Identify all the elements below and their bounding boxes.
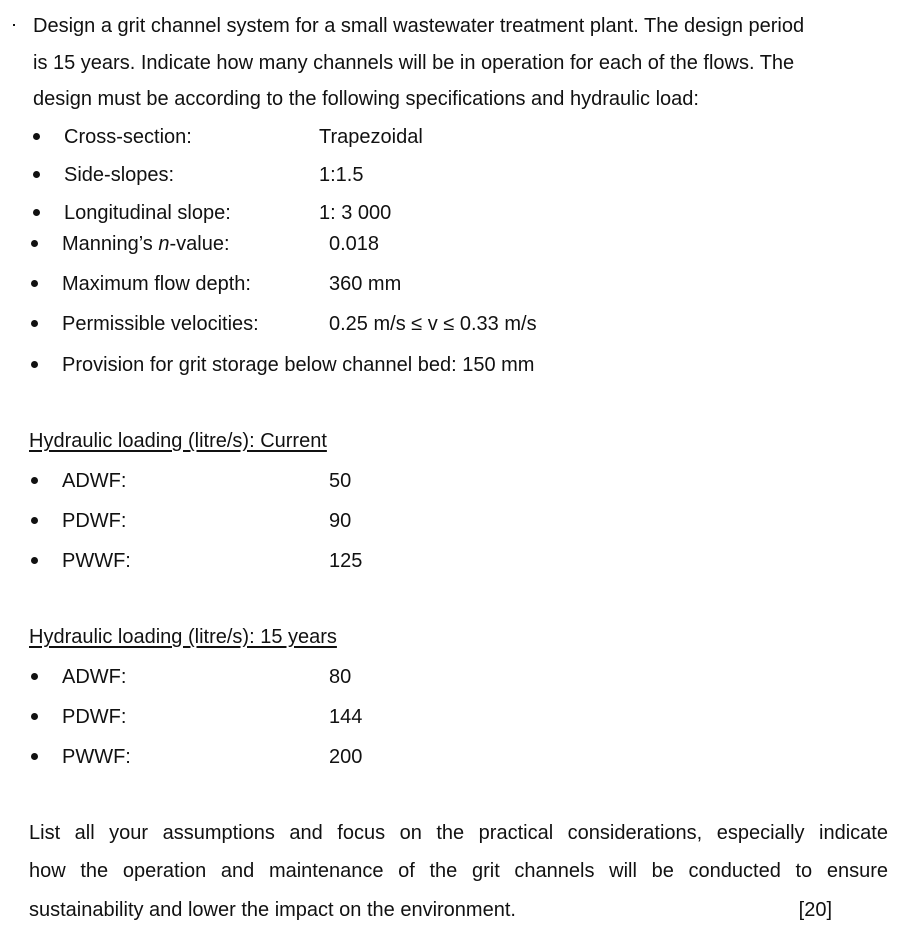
flow-label: ADWF: [62,470,127,492]
flow-label: PDWF: [62,510,127,532]
bullet-icon [31,753,38,760]
bullet-icon [31,517,38,524]
bullet-icon [31,557,38,564]
marks-label: [20] [798,899,832,921]
spec-label-italic: n [158,233,170,255]
spec-label [62,232,230,256]
flow-value: 90 [329,510,352,532]
bullet-icon [33,171,40,178]
bullet-icon [31,320,38,327]
spec-label-post: -value: [169,233,230,255]
spec-value: 360 mm [329,273,402,295]
spec-value: 0.25 m/s ≤ v ≤ 0.33 m/s [329,313,537,335]
bullet-icon [31,240,38,247]
intro-line-2: is 15 years. Indicate how many channels will be in operation for each of the flows. The [33,52,795,74]
current-loading-heading: Hydraulic loading (litre/s): Current [29,430,327,452]
future-loading-heading: Hydraulic loading (litre/s): 15 years [29,626,337,648]
spec-label: Maximum flow depth: [62,273,251,295]
flow-value: 144 [329,706,363,728]
spec-label: Cross-section: [64,126,192,148]
spec-value: 1:1.5 [319,164,364,186]
spec-label: Longitudinal slope: [64,202,231,224]
spec-label-pre: Manning’s [62,233,159,255]
spec-label: Side-slopes: [64,164,175,186]
bullet-icon [33,209,40,216]
spec-value: Trapezoidal [319,126,423,148]
bullet-icon [31,713,38,720]
flow-value: 125 [329,550,363,572]
bullet-icon [31,673,38,680]
intro-line-3: design must be according to the following specifications and hydraulic load: [33,88,699,110]
intro-line-1: Design a grit channel system for a small wastewater treatment plant. The design period [33,15,805,37]
bullet-icon [33,133,40,140]
closing-line-2: how the operation and maintenance of the grit channels will be conducted to ensure [29,860,888,882]
flow-label: PWWF: [62,550,131,572]
flow-value: 200 [329,746,363,768]
flow-label: PDWF: [62,706,127,728]
flow-value: 80 [329,666,352,688]
bullet-icon [31,361,38,368]
spec-value: 0.018 [329,233,380,255]
closing-line-1: List all your assumptions and focus on the practical considerations, especially indicate [29,822,888,844]
closing-line-3: sustainability and lower the impact on the environment. [29,899,516,921]
spec-label: Provision for grit storage below channel bed: 150 mm [62,354,535,376]
flow-value: 50 [329,470,352,492]
spec-value: 1: 3 000 [319,202,392,224]
flow-label: ADWF: [62,666,127,688]
flow-label: PWWF: [62,746,131,768]
bullet-icon [31,477,38,484]
spec-label: Permissible velocities: [62,313,259,335]
bullet-icon [31,280,38,287]
margin-mark [13,24,15,26]
